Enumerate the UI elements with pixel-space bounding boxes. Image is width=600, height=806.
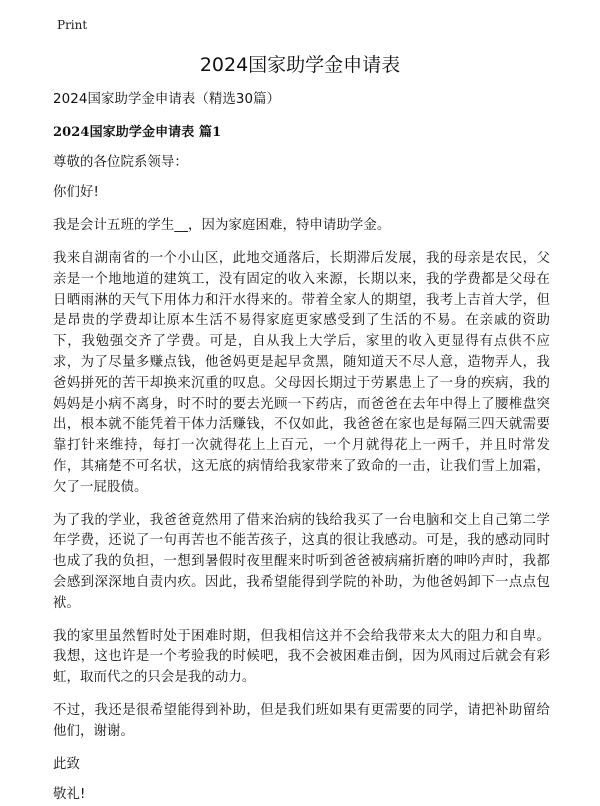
paragraph: 我是会计五班的学生__，因为家庭困难，特申请助学金。 [53,218,391,234]
paragraph: 我来自湖南省的一个小山区，此地交通落后，长期滞后发展，我的母亲是农民，父亲是一个地地道的建筑工，没有固定的收入来源，长期以来，我的学费都是父母在日晒雨淋的天气下用体力和汗水得来的。带着全家人的期望，我考上吉首大学，但是昂贵的学费却让原本生活不易得家庭更家感受到了生活的不易。在亲戚的资助下，我勉强交齐了学费。可是，自从我上大学后，家里的收入更显得有点供不应求，为了尽量多赚点钱，他爸妈更是起早贪黑，随知道天不尽人意，造物弄人，我爸妈拼死的苦干却换来沉重的叹息。父母因长期过于劳累患上了一身的疾病，我的妈妈是小病不离身，时不时的要去光顾一下药店，而爸爸在去年中得上了腰椎盘突出，根本就不能凭着干体力活赚钱，不仅如此，我爸爸在家也是每隔三四天就需要靠打针来维持，每打一次就得花上上百元，一个月就得花上一两千，并且时常发作，其痛楚不可名状，这无底的病情给我家带来了致命的一击，让我们雪上加霜，欠了一屁股债。 [53,250,550,495]
section-heading: 2024国家助学金申请表 篇1 [53,124,222,140]
document-subtitle: 2024国家助学金申请表（精选30篇） [53,92,281,107]
print-link[interactable]: Print [57,18,88,32]
page-title: 2024国家助学金申请表 [199,54,401,76]
closing-line: 此致 [53,756,80,772]
paragraph: 不过，我还是很希望能得到补助，但是我们班如果有更需要的同学，请把补助留给他们，谢谢。 [53,702,550,739]
greeting: 你们好! [53,185,99,201]
paragraph: 我的家里虽然暂时处于困难时期，但我相信这并不会给我带来太大的阻力和自卑。我想，这也许是一个考验我的时候吧，我不会被困难击倒，因为风雨过后就会有彩虹，取而代之的只会是我的动力。 [53,628,550,686]
closing-line: 敬礼! [53,787,86,803]
document-body [53,90,550,806]
paragraph: 为了我的学业，我爸爸竟然用了借来治病的钱给我买了一台电脑和交上自己第二学年学费，还说了一句再苦也不能苦孩子，这真的很让我感动。可是，我的感动同时也成了我的负担，一想到暑假时夜里醒来时听到爸爸被病痛折磨的呻吟声时，我都会感到深深地自责内疚。因此，我希望能得到学院的补助，为他爸妈卸下一点点包袱。 [53,512,550,611]
salutation: 尊敬的各位院系领导： [53,154,188,170]
